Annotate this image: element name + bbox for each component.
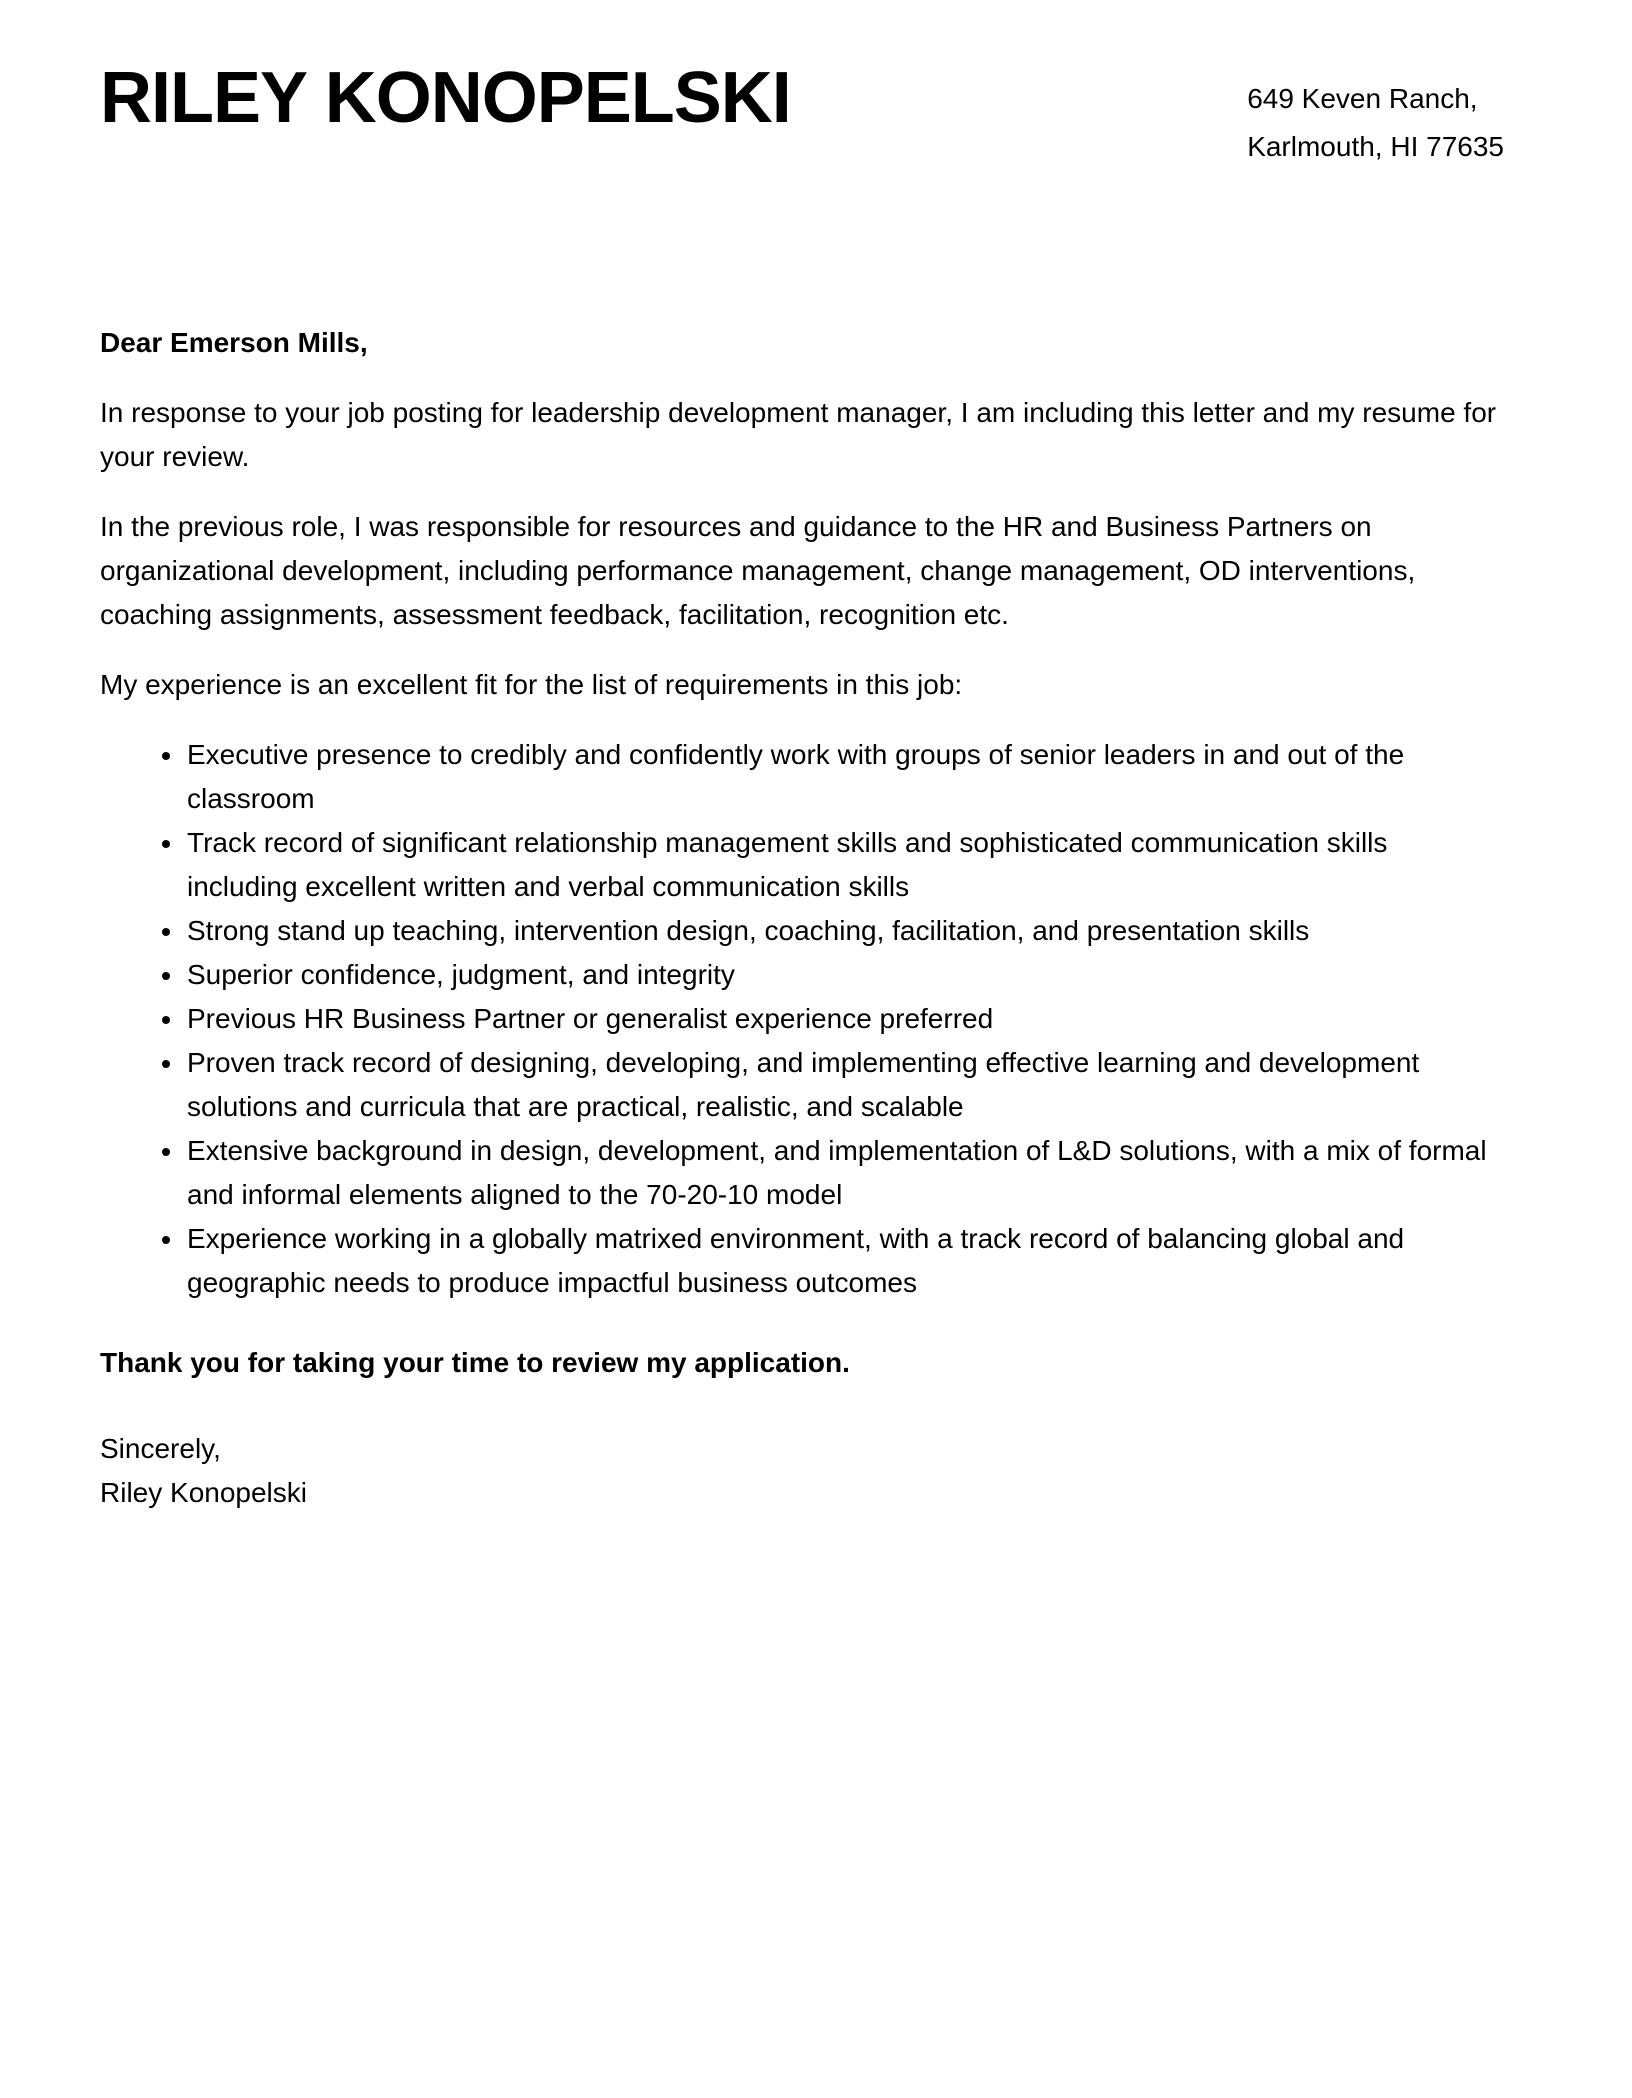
address-line-2: Karlmouth, HI 77635 — [1247, 131, 1504, 162]
applicant-name: RILEY KONOPELSKI — [100, 58, 791, 138]
letter-body — [100, 321, 1500, 1515]
closing-thanks: Thank you for taking your time to review my application. — [100, 1347, 850, 1378]
signoff-block — [100, 1427, 1500, 1515]
paragraph-experience-fit: My experience is an excellent fit for the list of requirements in this job: — [100, 669, 963, 700]
paragraph-intro: In response to your job posting for leadership development manager, I am including this letter and my resume for your review. — [100, 397, 1497, 472]
requirement-item: • Experience working in a globally matrixed environment, with a track record of balancing global and geographic needs to produce impactful business outcomes — [185, 1217, 1500, 1305]
requirement-item: • Extensive background in design, development, and implementation of L&D solutions, with a mix of formal and informal elements aligned to the 70-20-10 model — [185, 1129, 1500, 1217]
greeting: Dear Emerson Mills, — [100, 327, 368, 358]
applicant-address — [1247, 75, 1504, 171]
requirement-item: • Previous HR Business Partner or generalist experience preferred — [185, 997, 1500, 1041]
paragraph-previous-role: In the previous role, I was responsible for resources and guidance to the HR and Business Partners on organizational development, including performance management, change management, OD interventions, coaching assignments, assessment feedback, facilitation, recognition etc. — [100, 511, 1416, 630]
address-line-1: 649 Keven Ranch, — [1247, 83, 1478, 114]
requirements-list — [100, 733, 1500, 1305]
requirement-item: • Superior confidence, judgment, and integrity — [185, 953, 1500, 997]
signoff-word: Sincerely, — [100, 1433, 221, 1464]
letter-header — [100, 55, 1532, 171]
requirement-item: • Strong stand up teaching, intervention design, coaching, facilitation, and presentation skills — [185, 909, 1500, 953]
requirement-item: • Track record of significant relationship management skills and sophisticated communication skills including excellent written and verbal communication skills — [185, 821, 1500, 909]
requirement-item: • Proven track record of designing, developing, and implementing effective learning and development solutions and curricula that are practical, realistic, and scalable — [185, 1041, 1500, 1129]
signature-name: Riley Konopelski — [100, 1477, 307, 1508]
requirement-item: • Executive presence to credibly and confidently work with groups of senior leaders in and out of the classroom — [185, 733, 1500, 821]
